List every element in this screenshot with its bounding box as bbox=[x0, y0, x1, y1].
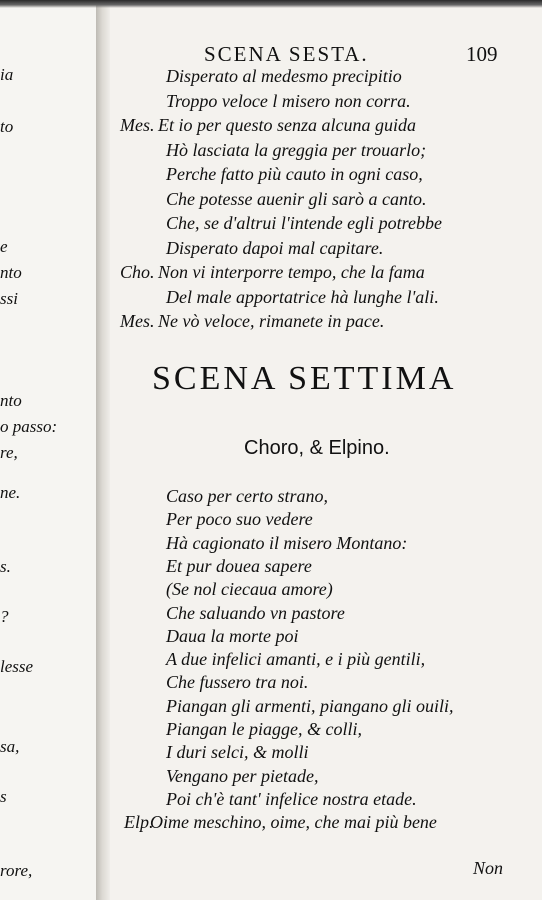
verse-line: Piangan le piagge, & colli, bbox=[166, 719, 362, 739]
verse-line: Per poco suo vedere bbox=[166, 509, 313, 530]
verse-line: Che saluando vn pastore bbox=[166, 602, 345, 623]
facing-page-fragment: ? bbox=[0, 607, 9, 626]
verse-line: I duri selci, & molli bbox=[166, 742, 309, 763]
verse-line: Che fussero tra noi. bbox=[166, 672, 309, 693]
verse-line: Et pur douea sapere bbox=[166, 555, 312, 576]
facing-page-fragment: s. bbox=[0, 557, 11, 576]
scene-characters: Choro, & Elpino. bbox=[244, 437, 390, 459]
page-number: 109 bbox=[466, 42, 498, 66]
catchword: Non bbox=[473, 858, 504, 878]
facing-page-fragment: sa, bbox=[0, 737, 20, 756]
speaker-label: Mes. bbox=[120, 311, 155, 331]
verse-line: Daua la morte poi bbox=[166, 625, 299, 646]
facing-page-fragment: re, bbox=[0, 443, 18, 462]
verse-line: Disperato dapoi mal capitare. bbox=[166, 237, 384, 258]
verse-line: Caso per certo strano, bbox=[166, 486, 328, 506]
verse-line: Vengano per pietade, bbox=[166, 765, 319, 786]
verse-line: (Se nol ciecaua amore) bbox=[166, 579, 333, 600]
verse-line: Del male apportatrice hà lunghe l'ali. bbox=[166, 286, 439, 307]
facing-page-fragment: rore, bbox=[0, 861, 33, 880]
verse-line: A due infelici amanti, e i più gentili, bbox=[166, 649, 426, 670]
verse-line: Hò lasciata la greggia per trouarlo; bbox=[166, 139, 427, 160]
verse-line: Hà cagionato il misero Montano: bbox=[166, 532, 408, 553]
facing-page-fragment: nto bbox=[0, 263, 22, 282]
scene-title: SCENA SETTIMA bbox=[152, 360, 457, 397]
facing-page-fragment: lesse bbox=[0, 657, 34, 676]
facing-page-fragment: to bbox=[0, 117, 14, 136]
verse-line: Che, se d'altrui l'intende egli potrebbe bbox=[166, 213, 442, 233]
facing-page-fragment: e bbox=[0, 237, 8, 256]
verse-line: Perche fatto più cauto in ogni caso, bbox=[166, 164, 423, 184]
facing-page-fragment: ia bbox=[0, 65, 14, 84]
facing-page-fragment: ne. bbox=[0, 483, 21, 502]
speaker-label: Cho. bbox=[120, 262, 155, 282]
verse-line: Disperato al medesmo precipitio bbox=[166, 66, 402, 86]
verse-line: Non vi interporre tempo, che la fama bbox=[158, 262, 425, 282]
facing-page-fragment: s bbox=[0, 787, 7, 806]
verse-line: Ne vò veloce, rimanete in pace. bbox=[158, 311, 385, 331]
facing-page-fragment: o passo: bbox=[0, 417, 58, 436]
speaker-label: Elp. bbox=[124, 812, 154, 833]
verse-line: Che potesse auenir gli sarò a canto. bbox=[166, 188, 427, 209]
facing-page-fragment: nto bbox=[0, 391, 22, 410]
book-gutter bbox=[96, 0, 110, 900]
page bbox=[110, 0, 542, 900]
running-head: SCENA SESTA. bbox=[204, 42, 369, 66]
verse-line: Oime meschino, oime, che mai più bene bbox=[150, 812, 437, 833]
speaker-label: Mes. bbox=[120, 115, 155, 135]
facing-page-fragment: ssi bbox=[0, 289, 18, 308]
verse-line: Poi ch'è tant' infelice nostra etade. bbox=[166, 788, 417, 809]
verse-line: Et io per questo senza alcuna guida bbox=[158, 115, 416, 135]
verse-line: Troppo veloce l misero non corra. bbox=[166, 90, 411, 111]
verse-line: Piangan gli armenti, piangano gli ouili, bbox=[166, 695, 454, 716]
